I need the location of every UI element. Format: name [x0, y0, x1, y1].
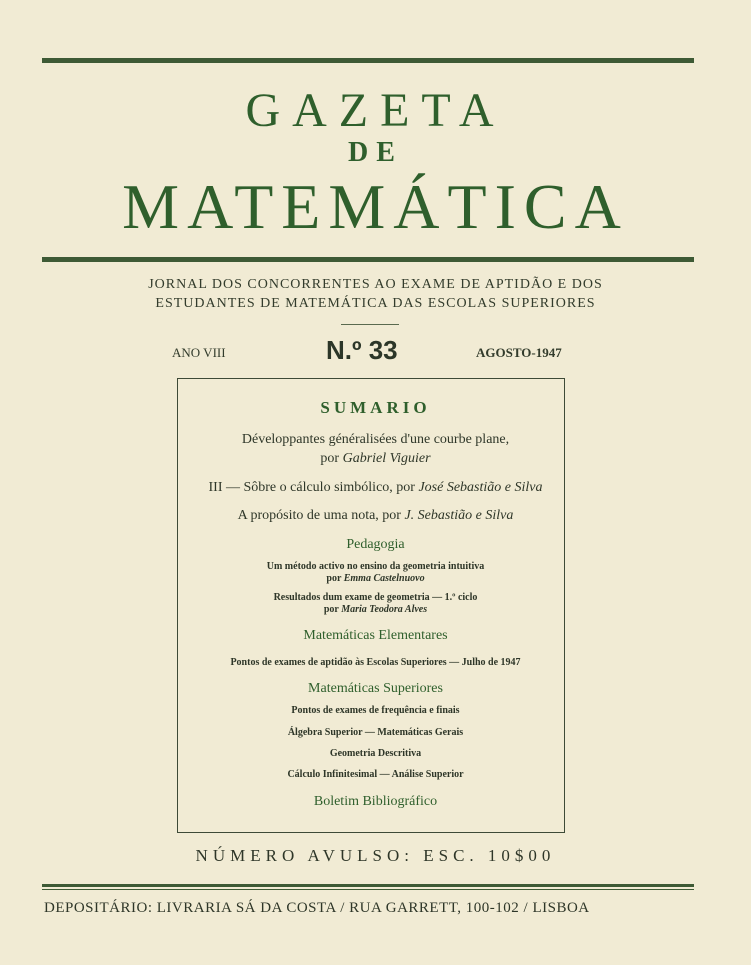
article-3-author: J. Sebastião e Silva [404, 508, 514, 523]
issue-year: ANO VIII [172, 345, 226, 360]
article-1-title: Développantes généralisées d'une courbe plane, [241, 432, 510, 447]
article-1-byline [0, 451, 751, 467]
article-3-title: A propósito de uma nota, por [237, 508, 401, 523]
issue-number: N.º 33 [326, 335, 398, 365]
subtitle-line-1: JORNAL DOS CONCORRENTES AO EXAME DE APTIDÃO E DOS [148, 277, 603, 292]
pedagogia-1-title: Um método activo no ensino da geometria intuitiva [266, 561, 485, 572]
pedagogia-2-byline [0, 604, 751, 615]
short-divider [341, 324, 399, 325]
bottom-rule [42, 884, 694, 887]
title-de: DE [348, 137, 403, 168]
depositary-line: DEPOSITÁRIO: LIVRARIA SÁ DA COSTA / RUA GARRETT, 100-102 / LISBOA [44, 900, 590, 916]
article-1-author-prefix: por [320, 451, 340, 466]
summary-heading: SUMARIO [320, 398, 431, 417]
price-line: NÚMERO AVULSO: ESC. 10$00 [195, 846, 556, 865]
section-pedagogia: Pedagogia [346, 537, 405, 552]
top-rule [42, 58, 694, 63]
section-superiores: Matemáticas Superiores [308, 681, 443, 696]
middle-rule [42, 257, 694, 262]
elementares-1: Pontos de exames de aptidão às Escolas Superiores — Julho de 1947 [230, 657, 521, 668]
subtitle-line-2: ESTUDANTES DE MATEMÁTICA DAS ESCOLAS SUPERIORES [155, 296, 596, 311]
pedagogia-1-author: Emma Castelnuovo [343, 573, 425, 584]
article-2-author: José Sebastião e Silva [418, 480, 543, 495]
section-boletim: Boletim Bibliográfico [313, 794, 438, 809]
bottom-rule-thin [42, 889, 694, 890]
superiores-4: Cálculo Infinitesimal — Análise Superior [287, 769, 464, 780]
section-elementares: Matemáticas Elementares [303, 628, 448, 643]
title-matematica: MATEMÁTICA [122, 171, 629, 242]
pedagogia-2-author: Maria Teodora Alves [341, 604, 428, 615]
article-3 [0, 508, 751, 524]
pedagogia-2-author-prefix: por [323, 604, 339, 615]
title-gazeta: GAZETA [245, 84, 506, 137]
article-2-title: III — Sôbre o cálculo simbólico, por [208, 480, 415, 495]
issue-date: AGOSTO-1947 [476, 345, 562, 360]
article-2 [0, 480, 751, 496]
superiores-1: Pontos de exames de frequência e finais [291, 705, 460, 716]
superiores-3: Geometria Descritiva [329, 748, 422, 759]
pedagogia-1-byline [0, 573, 751, 584]
pedagogia-2-title: Resultados dum exame de geometria — 1.º ciclo [273, 592, 478, 603]
article-1-author: Gabriel Viguier [342, 451, 431, 466]
pedagogia-1-author-prefix: por [326, 573, 342, 584]
superiores-2: Álgebra Superior — Matemáticas Gerais [287, 727, 464, 738]
